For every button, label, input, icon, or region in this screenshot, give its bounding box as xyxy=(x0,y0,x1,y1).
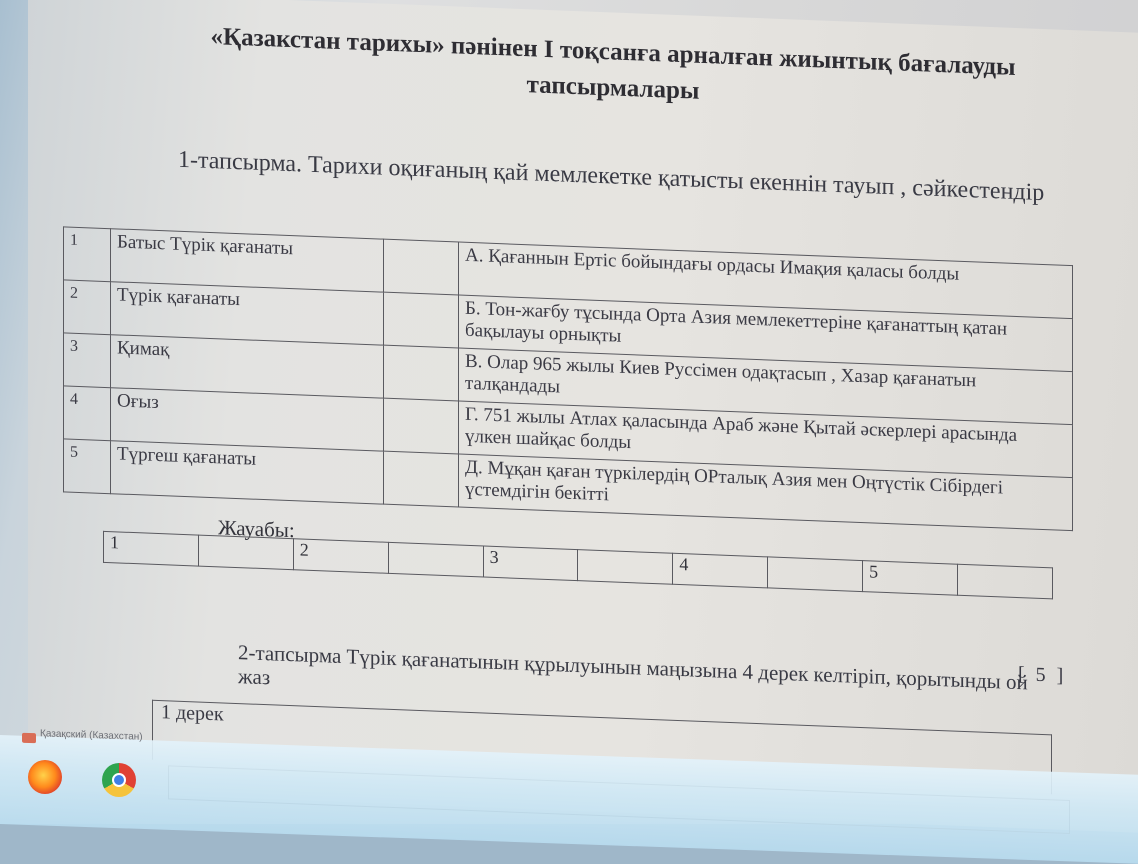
answer-cell[interactable]: 3 xyxy=(483,546,578,581)
event-description: Д. Мұқан қаған түркілердің ОРталық Азия мен Оңтүстік Сібірдегі үстемдігін бекітті xyxy=(459,454,1073,531)
fact-1-label: 1 дерек xyxy=(161,701,224,726)
answer-blank-cell[interactable] xyxy=(384,451,459,507)
state-name: Қимақ xyxy=(111,335,384,398)
answer-blank-cell[interactable] xyxy=(384,292,459,348)
answer-cell[interactable]: 4 xyxy=(673,553,768,588)
answer-cell[interactable]: 2 xyxy=(293,539,388,574)
answer-blank-cell[interactable] xyxy=(384,398,459,454)
document-title xyxy=(98,15,1128,127)
state-name: Түргеш қағанаты xyxy=(111,441,384,504)
firefox-icon[interactable] xyxy=(28,760,62,794)
state-name: Батыс Түрік қағанаты xyxy=(111,229,384,292)
row-number: 2 xyxy=(64,280,111,335)
answer-cell[interactable] xyxy=(198,535,293,570)
row-number: 5 xyxy=(64,439,111,494)
answer-cell[interactable] xyxy=(958,564,1053,599)
answer-cell[interactable] xyxy=(768,557,863,592)
answer-cell[interactable]: 5 xyxy=(863,561,958,596)
title-line-2: тапсырмалары xyxy=(526,71,700,105)
chrome-icon[interactable] xyxy=(102,763,136,797)
state-name: Түрік қағанаты xyxy=(111,282,384,345)
task-2-text: 2-тапсырма Түрік қағанатынын құрылуынын маңызына 4 дерек келтіріп, қорытынды ой жаз xyxy=(238,640,1028,695)
matching-table xyxy=(63,226,1073,531)
task-1-text: 1-тапсырма. Тарихи оқиғаның қай мемлекетке қатысты екеннін тауып , сәйкестендір xyxy=(178,146,1045,207)
title-line-1: «Қазакстан тарихы» пәнінен І тоқсанға арналған жиынтық бағалауды xyxy=(210,23,1016,81)
row-number: 4 xyxy=(64,386,111,441)
event-description: А. Қағаннын Ертіс бойындағы ордасы Имақия қаласы болды xyxy=(459,242,1073,319)
event-description: Б. Тон-жағбу тұсында Орта Азия мемлекеттеріне қағанаттың қатан бақылауы орнықты xyxy=(459,295,1073,372)
answer-blank-cell[interactable] xyxy=(384,345,459,401)
answer-cell[interactable] xyxy=(578,550,673,585)
language-status: Қазақский (Казахстан) xyxy=(40,728,143,743)
answer-label: Жауабы: xyxy=(218,515,295,543)
score-label: [ 5 ] xyxy=(1018,663,1067,687)
answer-cell[interactable]: 1 xyxy=(104,531,199,566)
event-description: В. Олар 965 жылы Киев Руссімен одақтасып , Хазар қағанатын талқандады xyxy=(459,348,1073,425)
state-name: Оғыз xyxy=(111,388,384,451)
row-number: 1 xyxy=(64,227,111,282)
document-page xyxy=(28,0,1138,833)
answer-blank-cell[interactable] xyxy=(384,239,459,295)
row-number: 3 xyxy=(64,333,111,388)
input-indicator-icon xyxy=(22,733,36,743)
answer-cell[interactable] xyxy=(388,542,483,577)
answer-table xyxy=(103,531,1053,599)
event-description: Г. 751 жылы Атлах қаласында Араб және Қытай әскерлері арасында үлкен шайқас болды xyxy=(459,401,1073,478)
